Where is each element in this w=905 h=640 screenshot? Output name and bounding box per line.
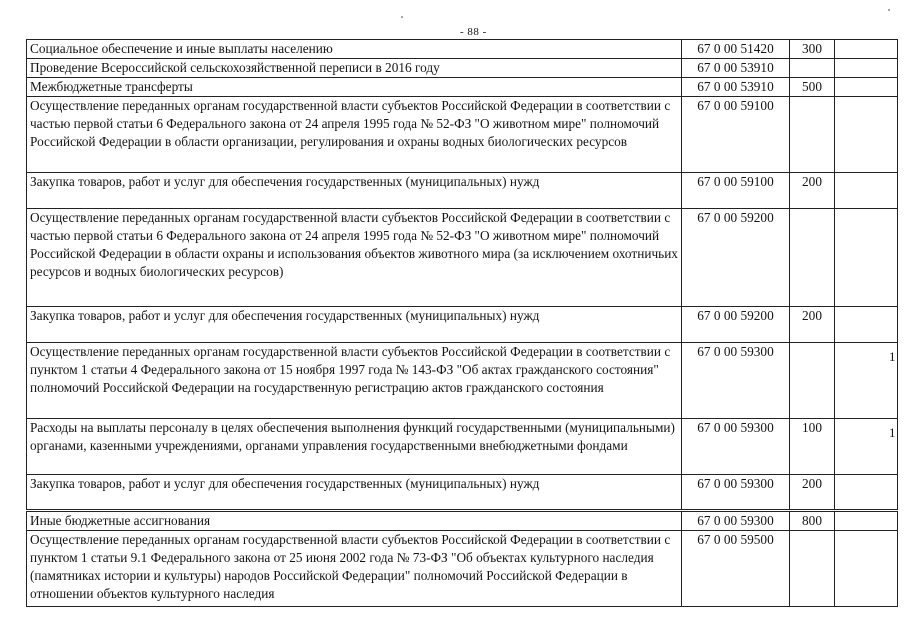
- row-amount: [835, 511, 898, 531]
- row-amount: [835, 531, 898, 607]
- row-expense-type: [790, 209, 835, 307]
- cutoff-digit: 1: [889, 349, 896, 364]
- row-expense-type: 800: [790, 511, 835, 531]
- row-expense-type: [790, 531, 835, 607]
- row-amount: [835, 40, 898, 59]
- table-row: [27, 307, 898, 343]
- row-expense-type: 200: [790, 307, 835, 343]
- row-target-code: 67 0 00 59100: [682, 97, 790, 173]
- row-amount: [835, 475, 898, 511]
- table-row: [27, 511, 898, 531]
- table-row: [27, 419, 898, 475]
- row-target-code: 67 0 00 59300: [682, 511, 790, 531]
- row-target-code: 67 0 00 59200: [682, 307, 790, 343]
- table-row: [27, 78, 898, 97]
- row-amount: [835, 78, 898, 97]
- row-target-code: 67 0 00 51420: [682, 40, 790, 59]
- row-description: Осуществление переданных органам государственной власти субъектов Российской Федерации в соответствии с частью первой статьи 6 Федерального закона от 24 апреля 1995 года № 52-ФЗ "О животном мире" полномочий Российской Федерации в области организации, регулирования и охраны водных биологических ресурсов: [27, 97, 682, 173]
- row-target-code: 67 0 00 59100: [682, 173, 790, 209]
- row-expense-type: 200: [790, 173, 835, 209]
- row-amount: [835, 173, 898, 209]
- row-amount: [835, 209, 898, 307]
- table-row: [27, 97, 898, 173]
- row-description: Иные бюджетные ассигнования: [27, 511, 682, 531]
- cutoff-digit: 1: [889, 425, 896, 440]
- row-expense-type: [790, 97, 835, 173]
- row-expense-type: 200: [790, 475, 835, 511]
- row-target-code: 67 0 00 59200: [682, 209, 790, 307]
- row-target-code: 67 0 00 53910: [682, 78, 790, 97]
- row-expense-type: 100: [790, 419, 835, 475]
- row-description: Закупка товаров, работ и услуг для обеспечения государственных (муниципальных) нужд: [27, 173, 682, 209]
- table-row: [27, 173, 898, 209]
- row-expense-type: 500: [790, 78, 835, 97]
- budget-table: [26, 39, 898, 607]
- row-description: Проведение Всероссийской сельскохозяйственной переписи в 2016 году: [27, 59, 682, 78]
- table-row: [27, 531, 898, 607]
- row-description: Социальное обеспечение и иные выплаты населению: [27, 40, 682, 59]
- scan-speck: [888, 9, 890, 11]
- row-description: Осуществление переданных органам государственной власти субъектов Российской Федерации в соответствии с пунктом 1 статьи 9.1 Федерального закона от 25 июня 2002 года № 73-ФЗ "Об объектах культурного наследия (памятниках истории и культуры) народов Российской Федерации" полномочий Российской Федерации в отношении объектов культурного наследия: [27, 531, 682, 607]
- row-amount: [835, 59, 898, 78]
- row-description: Осуществление переданных органам государственной власти субъектов Российской Федерации в соответствии с пунктом 1 статьи 4 Федерального закона от 15 ноября 1997 года № 143-ФЗ "Об актах гражданского состояния" полномочий Российской Федерации на государственную регистрацию актов гражданского состояния: [27, 343, 682, 419]
- row-target-code: 67 0 00 59300: [682, 419, 790, 475]
- row-expense-type: [790, 59, 835, 78]
- row-target-code: 67 0 00 59500: [682, 531, 790, 607]
- page-number: - 88 -: [460, 26, 487, 38]
- row-description: Закупка товаров, работ и услуг для обеспечения государственных (муниципальных) нужд: [27, 307, 682, 343]
- row-description: Расходы на выплаты персоналу в целях обеспечения выполнения функций государственными (муниципальными) органами, казенными учреждениями, органами управления государственными внебюджетными фондами: [27, 419, 682, 475]
- row-expense-type: [790, 343, 835, 419]
- row-amount: [835, 97, 898, 173]
- table-row: [27, 59, 898, 78]
- scan-speck: [401, 16, 403, 18]
- row-target-code: 67 0 00 59300: [682, 475, 790, 511]
- row-description: Осуществление переданных органам государственной власти субъектов Российской Федерации в соответствии с частью первой статьи 6 Федерального закона от 24 апреля 1995 года № 52-ФЗ "О животном мире" полномочий Российской Федерации в области охраны и использования объектов животного мира (за исключением охотничьих ресурсов и водных биологических ресурсов): [27, 209, 682, 307]
- table-row: [27, 209, 898, 307]
- row-target-code: 67 0 00 59300: [682, 343, 790, 419]
- table-row: [27, 40, 898, 59]
- row-expense-type: 300: [790, 40, 835, 59]
- row-target-code: 67 0 00 53910: [682, 59, 790, 78]
- row-amount: [835, 307, 898, 343]
- row-description: Закупка товаров, работ и услуг для обеспечения государственных (муниципальных) нужд: [27, 475, 682, 511]
- table-row: [27, 475, 898, 511]
- row-description: Межбюджетные трансферты: [27, 78, 682, 97]
- table-row: [27, 343, 898, 419]
